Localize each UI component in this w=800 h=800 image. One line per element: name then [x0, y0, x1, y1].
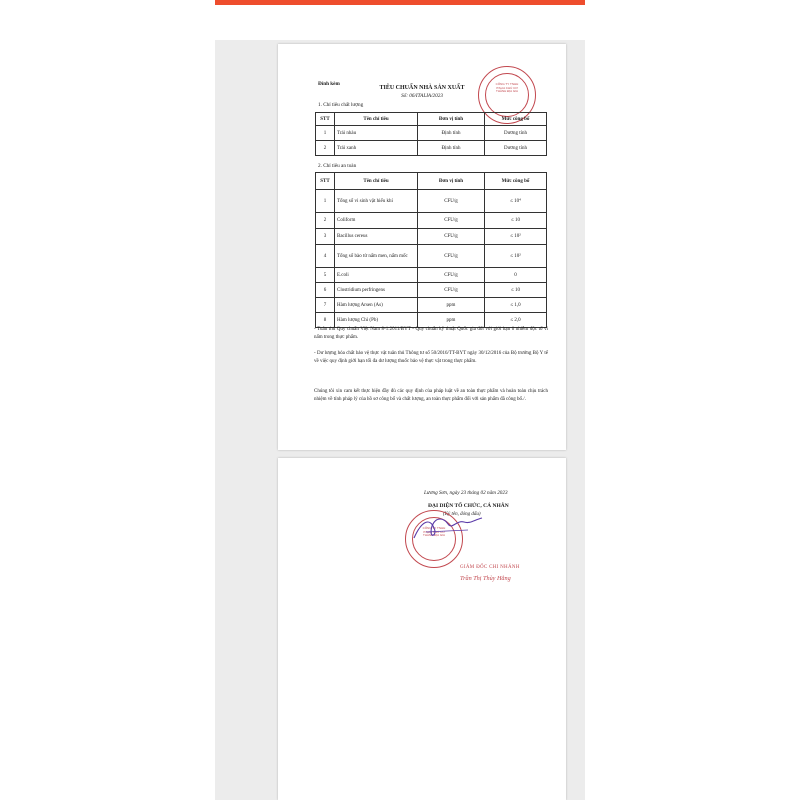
cell: Dương tính	[485, 141, 547, 156]
cell: E.coli	[335, 268, 418, 283]
col-header: Đơn vị tính	[418, 113, 485, 126]
cell: Tổng số bào tử nấm men, nấm mốc	[335, 245, 418, 268]
table-row	[316, 298, 547, 313]
note-qcvn: - Tuân thủ Quy chuẩn Việt Nam 8-1:2011/BYT - Quy chuẩn kỹ thuật Quốc gia đối với giới hạn ô nhiễm độc tố vi nấm trong thực phẩm.	[314, 327, 548, 340]
col-header: STT	[316, 113, 335, 126]
cell: ≤ 1,0	[485, 298, 547, 313]
table-row	[316, 141, 547, 156]
signer-position: GIÁM ĐỐC CHI NHÁNH	[460, 565, 520, 570]
cell: CFU/g	[418, 213, 485, 229]
table-row	[316, 190, 547, 213]
representative-title: ĐẠI DIỆN TỔ CHỨC, CÁ NHÂN	[428, 503, 509, 509]
table-row	[316, 213, 547, 229]
col-header: STT	[316, 173, 335, 190]
seal-text: CÔNG TY TNHH ITALIA CHỦ CƠ THÀNH ĐỊA GIA	[422, 526, 446, 538]
cell: 0	[485, 268, 547, 283]
safety-table	[315, 172, 547, 328]
cell: Hàm lượng Chì (Pb)	[335, 313, 418, 328]
cell: Trái xanh	[335, 141, 418, 156]
cell: 4	[316, 245, 335, 268]
cell: 8	[316, 313, 335, 328]
cell: Hàm lượng Arsen (As)	[335, 298, 418, 313]
cell: 5	[316, 268, 335, 283]
cell: 7	[316, 298, 335, 313]
cell: Clostridium perfringens	[335, 283, 418, 298]
quality-table	[315, 112, 547, 156]
cell: ppm	[418, 313, 485, 328]
cell: Coliform	[335, 213, 418, 229]
cell: Trái nhàu	[335, 126, 418, 141]
cell: 2	[316, 213, 335, 229]
cell: Bacillus cereus	[335, 229, 418, 245]
cell: CFU/g	[418, 245, 485, 268]
cell: 1	[316, 190, 335, 213]
section-2-heading: 2. Chỉ tiêu an toàn	[318, 163, 357, 169]
document-page-1	[278, 44, 566, 450]
cell: 6	[316, 283, 335, 298]
seal-text: CÔNG TY TNHH ITALIA CHỦ CƠ THÀNH ĐỊA GIA	[495, 82, 519, 94]
col-header: Tên chỉ tiêu	[335, 113, 418, 126]
note-pesticide: - Dư lượng hóa chất bảo vệ thực vật tuân thủ Thông tư số 50/2016/TT-BYT ngày 30/12/2016 của Bộ trưởng Bộ Y tế về việc quy định giới hạn tối đa dư lượng thuốc bảo vệ thực vật trong thực phẩm.	[314, 351, 548, 364]
representative-subtitle: (Ký tên, đóng dấu)	[443, 512, 481, 517]
cell: Định tính	[418, 141, 485, 156]
cell: ≤ 10²	[485, 245, 547, 268]
cell: Định tính	[418, 126, 485, 141]
col-header: Đơn vị tính	[418, 173, 485, 190]
col-header: Mức công bố	[485, 173, 547, 190]
cell: CFU/g	[418, 229, 485, 245]
col-header: Mức công bố	[485, 113, 547, 126]
col-header: Tên chỉ tiêu	[335, 173, 418, 190]
cell: 1	[316, 126, 335, 141]
cell: ppm	[418, 298, 485, 313]
date-line: Lương Sơn, ngày 23 tháng 02 năm 2023	[424, 490, 508, 496]
table-row	[316, 283, 547, 298]
cell: Dương tính	[485, 126, 547, 141]
handwritten-signature-icon	[408, 510, 488, 550]
cell: ≤ 10⁴	[485, 190, 547, 213]
cell: 3	[316, 229, 335, 245]
doc-number: Số: 06/ITALIA/2023	[401, 93, 443, 99]
cell: 2	[316, 141, 335, 156]
cell: ≤ 10	[485, 213, 547, 229]
signer-name: Trần Thị Thùy Hằng	[460, 575, 511, 582]
cell: Tổng số vi sinh vật hiếu khí	[335, 190, 418, 213]
cell: ≤ 2,0	[485, 313, 547, 328]
cell: CFU/g	[418, 283, 485, 298]
table-row	[316, 229, 547, 245]
document-page-2	[278, 458, 566, 800]
commitment-paragraph: Chúng tôi xin cam kết thực hiện đầy đủ các quy định của pháp luật về an toàn thực phẩm và hoàn toàn chịu trách nhiệm về tính pháp lý của hồ sơ công bố và chất lượng, an toàn thực phẩm đối với sản phẩm đã công bố./.	[314, 389, 548, 402]
table-row	[316, 245, 547, 268]
attach-label: Đính kèm	[318, 81, 340, 87]
table-row	[316, 126, 547, 141]
top-accent-bar	[215, 0, 585, 5]
cell: ≤ 10	[485, 283, 547, 298]
cell: ≤ 10²	[485, 229, 547, 245]
doc-title: TIÊU CHUẨN NHÀ SẢN XUẤT	[379, 85, 465, 91]
section-1-heading: 1. Chỉ tiêu chất lượng	[318, 102, 364, 108]
cell: CFU/g	[418, 268, 485, 283]
table-row	[316, 268, 547, 283]
cell: CFU/g	[418, 190, 485, 213]
